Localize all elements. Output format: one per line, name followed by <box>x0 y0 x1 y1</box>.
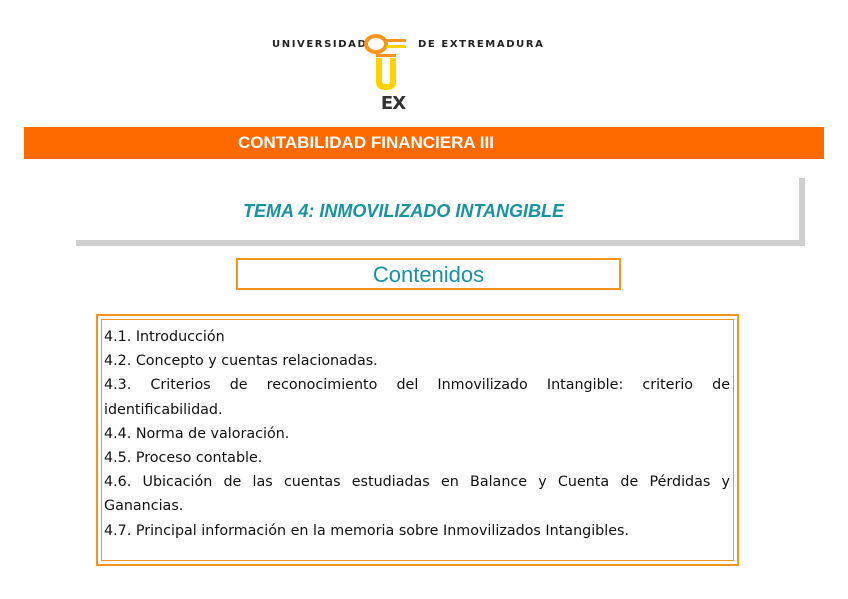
contents-item-4-4: 4.4. Norma de valoración. <box>104 425 290 442</box>
contents-heading: Contenidos <box>372 262 485 287</box>
contents-item-4-5: 4.5. Proceso contable. <box>104 450 263 467</box>
university-name-left: UNIVERSIDAD <box>272 39 368 50</box>
title-frame-right-rule <box>799 178 805 246</box>
contents-list-box <box>96 314 739 566</box>
contents-item-4-2: 4.2. Concepto y cuentas relacionadas. <box>104 353 378 370</box>
course-title: CONTABILIDAD FINANCIERA III <box>238 133 494 152</box>
contents-item-4-3: 4.3. Criterios de reconocimiento del Inmovilizado Intangible: criterio de identificabilidad. <box>104 377 730 418</box>
contents-list <box>104 325 730 543</box>
contents-item-4-6: 4.6. Ubicación de las cuentas estudiadas en Balance y Cuenta de Pérdidas y Ganancias. <box>104 474 730 515</box>
university-logo-abbrev: EX <box>380 93 406 114</box>
topic-title: TEMA 4: INMOVILIZADO INTANGIBLE <box>243 201 564 221</box>
title-frame-bottom-rule <box>76 240 805 246</box>
contents-item-4-1: 4.1. Introducción <box>104 329 225 345</box>
contents-item-4-7: 4.7. Principal información en la memoria sobre Inmovilizados Intangibles. <box>104 522 630 539</box>
course-title-band <box>24 127 824 159</box>
university-name-right: DE EXTREMADURA <box>418 39 545 50</box>
university-name <box>272 39 572 55</box>
contents-heading-box <box>236 258 621 290</box>
